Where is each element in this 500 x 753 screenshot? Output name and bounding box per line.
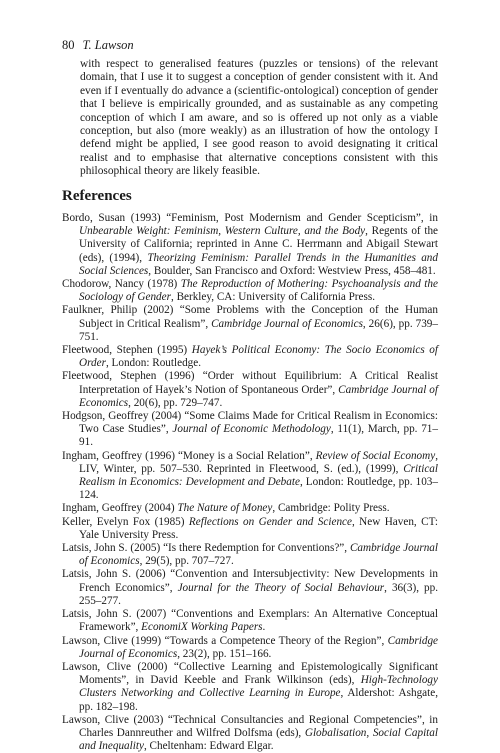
- running-head-author: T. Lawson: [82, 38, 134, 52]
- reference-italic-text: Unbearable Weight: Feminism, Western Culture, and the Body: [79, 225, 366, 238]
- reference-text: Bordo, Susan (1993) “Feminism, Post Modernism and Gender Scepticism”, in: [62, 212, 438, 224]
- block-quote: with respect to generalised features (puzzles or tensions) of the relevant domain, that I use it to suggest a conception of gender consistent with it. And even if I eventually do advance a (scientific-ontological) conception of gender that I believe is empirically grounded, and as sustainable as any competing conception of which I am aware, and so is offered up not only as a viable conception, but also (more weakly) as an illustration of how the ontology I defend might be applied, I see good reason to avoid designating it critical realist and to emphasise that alternative conceptions consistent with this philosophical theory are likely feasible.: [80, 58, 438, 178]
- reference-text: , Boulder, San Francisco and Oxford: Westview Press, 458–481.: [148, 264, 436, 277]
- reference-entry: [62, 212, 438, 278]
- reference-text: Hodgson, Geoffrey (2004) “Some Claims Made for Critical Realism in Economics: Two Case Studies”,: [62, 410, 438, 436]
- reference-italic-text: Review of Social Economy: [315, 449, 436, 462]
- reference-text: Lawson, Clive (2003) “Technical Consultancies and Regional Competencies”, in Charles Dannreuther and Wilfred Dolfsma (eds),: [62, 713, 438, 739]
- reference-italic-text: Journal of Economic Methodology: [172, 423, 331, 436]
- reference-entry: [62, 516, 438, 542]
- reference-italic-text: Cambridge Journal of Economics: [79, 542, 438, 568]
- reference-entry: [62, 608, 438, 634]
- reference-italic-text: Reflections on Gender and Science: [188, 515, 352, 528]
- reference-text: , 29(5), pp. 707–727.: [139, 555, 234, 568]
- reference-entry: [62, 568, 438, 608]
- reference-text: Fleetwood, Stephen (1995): [62, 344, 192, 357]
- reference-italic-text: The Nature of Money: [177, 502, 273, 515]
- reference-entry: [62, 502, 438, 515]
- reference-text: , Cheltenham: Edward Elgar.: [143, 740, 274, 753]
- reference-entry: [62, 635, 438, 661]
- reference-entry: [62, 542, 438, 568]
- reference-text: Latsis, John S. (2005) “Is there Redemption for Conventions?”,: [62, 542, 350, 555]
- reference-text: Ingham, Geoffrey (2004): [62, 502, 178, 515]
- reference-entry: [62, 344, 438, 370]
- reference-text: Ingham, Geoffrey (1996) “Money is a Social Relation”,: [62, 449, 316, 462]
- reference-text: , LIV, Winter, pp. 507–530. Reprinted in Fleetwood, S. (ed.), (1999),: [79, 449, 438, 475]
- reference-text: , 36(3), pp. 255–277.: [79, 581, 438, 607]
- reference-text: Chodorow, Nancy (1978): [62, 278, 181, 291]
- reference-entry: [62, 370, 438, 410]
- reference-text: Lawson, Clive (2000) “Collective Learning and Epistemologically Significant Moments”, in David Keeble and Frank Wilkinson (eds),: [62, 660, 438, 687]
- reference-italic-text: High-Technology Clusters Networking and Collective Learning in Europe: [79, 674, 438, 700]
- reference-text: Faulkner, Philip (2002) “Some Problems with the Conception of the Human Subject in Critical Realism”,: [62, 304, 438, 330]
- reference-text: , New Haven, CT: Yale University Press.: [79, 515, 438, 541]
- reference-text: , Cambridge: Polity Press.: [272, 502, 390, 515]
- reference-text: , London: Routledge.: [105, 357, 202, 370]
- reference-text: Latsis, John S. (2007) “Conventions and Exemplars: An Alternative Conceptual Framework”,: [62, 608, 438, 634]
- reference-italic-text: Journal for the Theory of Social Behaviour: [177, 581, 385, 594]
- running-head: [62, 38, 134, 53]
- reference-italic-text: EconomiX Working Papers: [141, 621, 263, 634]
- reference-entry: [62, 278, 438, 304]
- reference-italic-text: Cambridge Journal of Economics: [79, 383, 438, 409]
- reference-italic-text: Theorizing Feminism: Parallel Trends in the Humanities and Social Sciences: [79, 251, 438, 277]
- reference-text: , London: Routledge, pp. 103–124.: [79, 476, 438, 502]
- reference-text: , 11(1), March, pp. 71–91.: [79, 423, 438, 449]
- reference-text: , 20(6), pp. 729–747.: [128, 396, 223, 409]
- reference-text: , 26(6), pp. 739–751.: [79, 317, 438, 343]
- reference-entry: [62, 714, 438, 753]
- reference-entry: [62, 304, 438, 344]
- reference-italic-text: Critical Realism in Economics: Development and Debate: [79, 462, 438, 489]
- page-number: 80: [62, 38, 75, 52]
- reference-text: Latsis, John S. (2006) “Convention and Intersubjectivity: New Developments in French Economics”,: [62, 568, 438, 594]
- references-heading: References: [62, 188, 132, 204]
- reference-text: Lawson, Clive (1999) “Towards a Competence Theory of the Region”,: [62, 634, 388, 647]
- reference-entry: [62, 450, 438, 503]
- reference-italic-text: The Reproduction of Mothering: Psychoanalysis and the Sociology of Gender: [79, 278, 438, 304]
- reference-text: , 23(2), pp. 151–166.: [177, 647, 272, 660]
- reference-text: Keller, Evelyn Fox (1985): [62, 515, 189, 528]
- reference-text: .: [262, 621, 266, 634]
- reference-italic-text: Globalisation, Social Capital and Inequality: [79, 726, 438, 753]
- reference-text: , Regents of the University of California; reprinted in Anne C. Herrmann and Abigail Stewart (eds), (1994),: [79, 225, 439, 264]
- reference-italic-text: Cambridge Journal of Economics: [79, 634, 438, 660]
- reference-text: , Aldershot: Ashgate, pp. 182–198.: [79, 687, 438, 713]
- reference-italic-text: Hayek’s Political Economy: The Socio Economics of Order: [79, 344, 438, 370]
- reference-entry: [62, 661, 438, 714]
- reference-text: Fleetwood, Stephen (1996) “Order without Equilibrium: A Critical Realist Interpretation of Hayek’s Notion of Spontaneous Order”,: [62, 370, 438, 396]
- reference-text: , Berkley, CA: University of California Press.: [170, 291, 376, 304]
- reference-italic-text: Cambridge Journal of Economics: [211, 317, 363, 330]
- reference-entry: [62, 410, 438, 450]
- reference-list: [62, 212, 438, 753]
